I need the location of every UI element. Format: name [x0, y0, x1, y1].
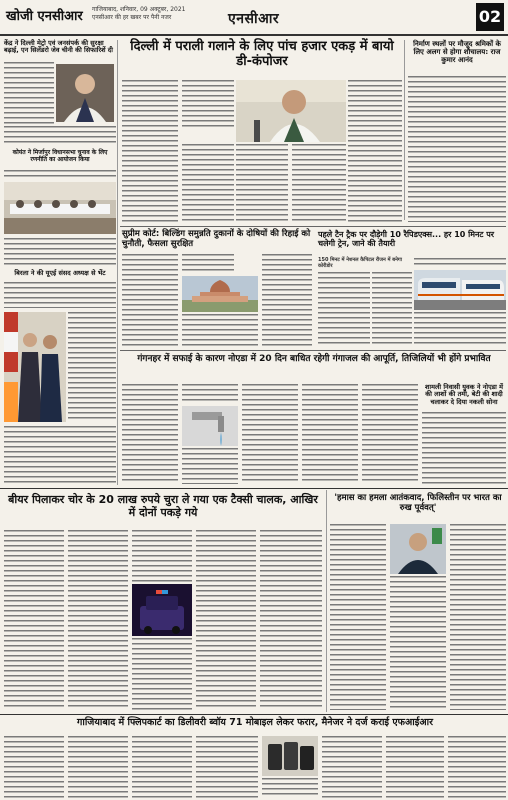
section-rule [0, 714, 508, 715]
story-headline: 'हमास का हमला आतंकवाद, फिलिस्तीन पर भारत का रुख पूर्ववत्' [334, 493, 502, 513]
story-body [242, 384, 298, 484]
story-body [236, 144, 288, 222]
story-body [318, 272, 370, 346]
story-body [182, 448, 238, 484]
story-body [182, 80, 234, 130]
story-headline: गाजियाबाद में फ्लिपकार्ट का डिलीवरी ब्वॉय 71 मोबाइल लेकर फरार, मैनेजर ने दर्ज कराई एफआईआर [77, 717, 433, 728]
story-photo [132, 584, 192, 636]
column-rule [117, 40, 118, 485]
story-body [414, 258, 506, 268]
section-rule [0, 488, 508, 489]
story-body [292, 144, 346, 222]
story-body [196, 736, 258, 798]
story-body [4, 238, 116, 268]
story-body [196, 530, 256, 710]
story-headline: निर्माण स्थलों पर मौजूद श्रमिकों के लिए अलग से होगा शौचालय: राज कुमार आनंद [413, 40, 501, 65]
story-body [68, 736, 128, 798]
story-body [386, 736, 444, 798]
story-photo [414, 270, 506, 310]
story-body [132, 638, 192, 710]
story-body [122, 80, 178, 222]
story-body [414, 312, 506, 346]
story-body [4, 282, 116, 308]
story-body [362, 384, 418, 484]
story-photo [390, 524, 446, 574]
story-photo [4, 312, 66, 422]
story-body [262, 254, 312, 346]
masthead [0, 0, 508, 36]
story-body [182, 314, 258, 346]
story-body [408, 76, 506, 222]
story-body [122, 254, 178, 346]
story-body [132, 530, 192, 582]
section-title: एनसीआर [228, 11, 280, 27]
story-headline: शामली निवासी युवक ने नोएडा में की लाशों की तमी, बेटी की शादी चलाकर दे दिया नकली सोना [425, 383, 503, 406]
dateline-date: गाजियाबाद, शनिवार, 09 अक्टूबर, 2021 [92, 6, 186, 13]
story-headline: बिरला ने की यूएई संसद अध्यक्ष से भेंट [14, 269, 106, 277]
story-body [322, 736, 382, 798]
story-body [182, 144, 234, 222]
story-body [132, 736, 192, 798]
dateline-tagline: एनसीआर की हर खबर पर पैनी नजर [92, 14, 172, 21]
dateline [92, 6, 185, 22]
story-headline: सुप्रीम कोर्ट: बिल्डिंग समुन्नति दुकानों के दोषियों की रिहाई को चुनौती, फैसला सुरक्षित [122, 229, 311, 249]
story-headline: गंगनहर में सफाई के कारण नोएडा में 20 दिन बाधित रहेगी गंगाजल की आपूर्ति, तिजिलियों भी होंगे प्रभावित [137, 354, 491, 364]
story-body [260, 530, 322, 710]
story-subhead: 150 मिनट में नेशनल कैपिटल रीजन में बनेगा कोरीडोर [318, 257, 402, 269]
page-number: 02 [476, 3, 504, 31]
story-body [302, 384, 358, 484]
story-body [68, 312, 116, 422]
story-body [4, 426, 116, 484]
newspaper-logo: खोजी एनसीआर [6, 9, 83, 24]
story-body [372, 272, 412, 346]
story-body [390, 576, 446, 710]
story-photo [262, 736, 318, 776]
story-body [122, 384, 178, 484]
story-body [450, 524, 506, 710]
story-photo [182, 406, 238, 446]
story-headline: पहले टैन ट्रैक पर दौड़ेगी 10 रैपिडएक्स... हर 10 मिनट पर चलेगी ट्रेन, जाने की तैयारी [318, 230, 495, 249]
story-headline: केंद्र ने दिल्ली मेट्रो एवं जनसंपर्क की सुरक्षा बढ़ाई, एन सिलेंडरो जेव चीनी की सिफारिशें दी [4, 39, 113, 55]
story-body [422, 412, 506, 484]
story-photo [182, 276, 258, 312]
story-body [262, 778, 318, 798]
section-rule [120, 226, 506, 227]
story-body [4, 62, 54, 124]
story-photo [56, 64, 114, 122]
story-headline: कोयंत ने मिर्जापुर विधानसभा चुनाव के लिए रणनीति का आयोजन किया [12, 149, 108, 163]
story-headline: दिल्ली में पराली गलाने के लिए पांच हजार एकड़ में बायो डी-कंपोजर [130, 39, 394, 69]
column-rule [326, 490, 327, 712]
story-body [4, 736, 64, 798]
story-photo [236, 80, 346, 142]
column-rule [404, 40, 405, 220]
story-photo [4, 182, 116, 234]
story-body [68, 530, 128, 710]
story-body [330, 524, 386, 710]
story-body [4, 170, 116, 180]
section-rule [120, 350, 506, 351]
story-body [182, 254, 234, 274]
story-body [448, 736, 506, 798]
story-headline: बीयर पिलाकर चोर के 20 लाख रुपये चुरा ले गया एक टैक्सी चालक, आखिर में दोनों पकड़े गये [8, 493, 318, 519]
story-body [348, 80, 402, 222]
story-body [4, 126, 116, 144]
story-body [4, 530, 64, 710]
story-body [182, 384, 238, 404]
